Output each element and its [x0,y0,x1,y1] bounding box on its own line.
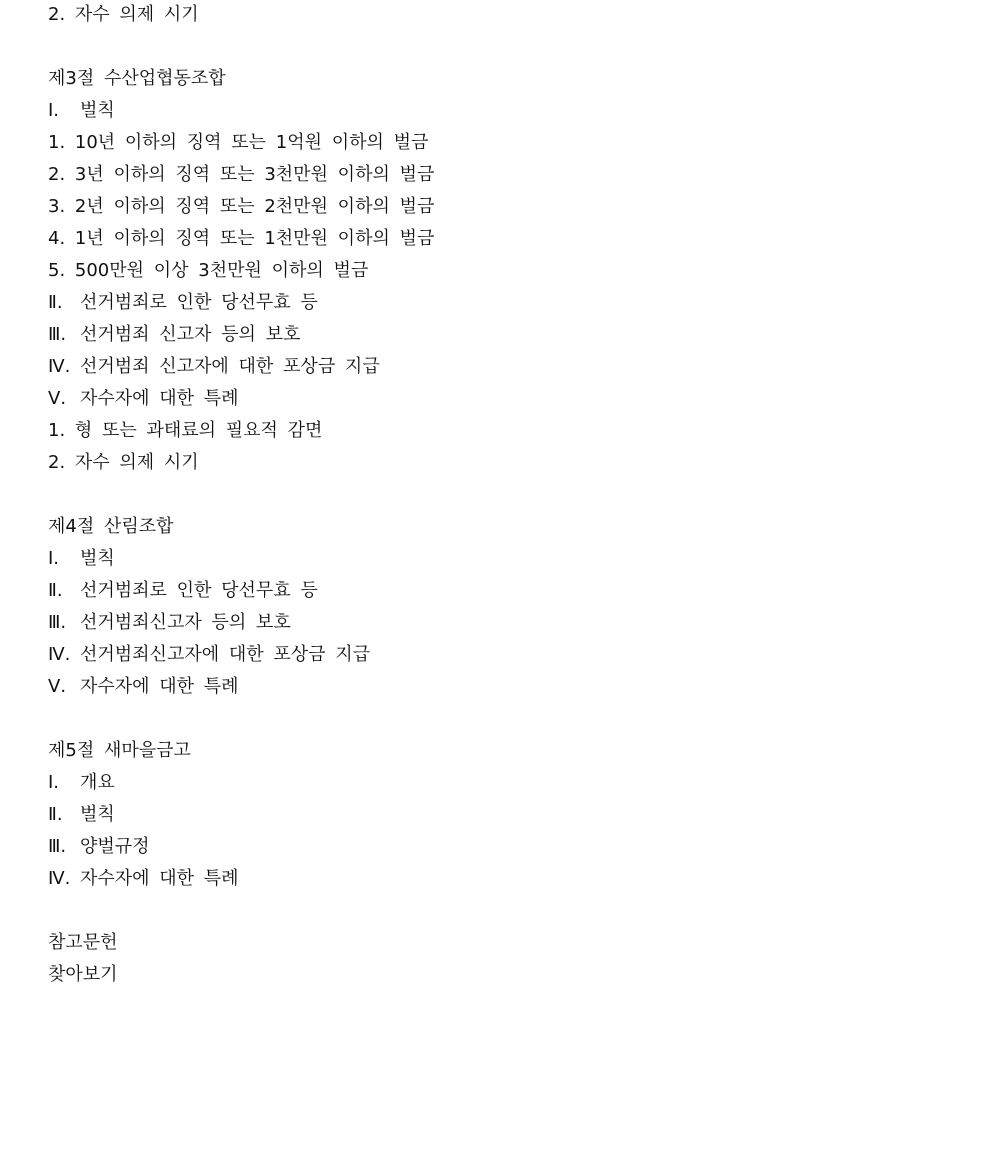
section-heading-4: 제4절 산림조합 [48,516,174,537]
toc-subitem: 1. 10년 이하의 징역 또는 1억원 이하의 벌금 [48,132,429,153]
toc-item [48,288,992,320]
roman-numeral: Ⅰ. [48,548,60,569]
section-heading-5: 제5절 새마을금고 [48,740,191,761]
toc-item [48,832,992,864]
table-of-contents [48,0,992,992]
toc-item [48,864,992,896]
toc-subitem: 2. 자수 의제 시기 [48,452,199,473]
toc-item-label: 양벌규정 [80,836,150,857]
toc-item [48,768,992,800]
section-heading-3: 제3절 수산업협동조합 [48,68,226,89]
roman-numeral: Ⅳ. [48,644,71,665]
toc-item [48,320,992,352]
toc-subitem: 5. 500만원 이상 3천만원 이하의 벌금 [48,260,369,281]
toc-item-label: 벌칙 [80,804,115,825]
roman-numeral: Ⅳ. [48,868,71,889]
toc-item-label: 자수자에 대한 특례 [80,868,239,889]
roman-numeral: Ⅴ. [48,676,67,697]
toc-item [48,640,992,672]
spacer [48,480,992,512]
toc-item-label: 선거범죄로 인한 당선무효 등 [80,292,318,313]
toc-item [48,672,992,704]
toc-item [48,544,992,576]
roman-numeral: Ⅲ. [48,324,67,345]
spacer [48,32,992,64]
roman-numeral: Ⅱ. [48,804,63,825]
toc-subitem: 2. 3년 이하의 징역 또는 3천만원 이하의 벌금 [48,164,435,185]
toc-item-label: 선거범죄 신고자에 대한 포상금 지급 [80,356,380,377]
toc-item [48,576,992,608]
references-entry: 참고문헌 [48,932,118,953]
toc-item-label: 자수자에 대한 특례 [80,676,239,697]
roman-numeral: Ⅴ. [48,388,67,409]
spacer [48,704,992,736]
roman-numeral: Ⅲ. [48,836,67,857]
toc-item-label: 선거범죄 신고자 등의 보호 [80,324,301,345]
toc-item-label: 자수자에 대한 특례 [80,388,239,409]
roman-numeral: Ⅰ. [48,100,60,121]
roman-numeral: Ⅳ. [48,356,71,377]
toc-item-label: 선거범죄로 인한 당선무효 등 [80,580,318,601]
toc-item-label: 개요 [80,772,115,793]
toc-subitem: 3. 2년 이하의 징역 또는 2천만원 이하의 벌금 [48,196,435,217]
toc-item-label: 벌칙 [80,100,115,121]
spacer [48,896,992,928]
toc-subitem: 4. 1년 이하의 징역 또는 1천만원 이하의 벌금 [48,228,435,249]
toc-item-label: 선거범죄신고자 등의 보호 [80,612,291,633]
toc-item-label: 선거범죄신고자에 대한 포상금 지급 [80,644,370,665]
toc-item: 2. 자수 의제 시기 [48,4,199,25]
toc-item [48,352,992,384]
index-entry: 찾아보기 [48,964,118,985]
toc-subitem: 1. 형 또는 과태료의 필요적 감면 [48,420,323,441]
toc-item [48,608,992,640]
toc-item-label: 벌칙 [80,548,115,569]
roman-numeral: Ⅱ. [48,292,63,313]
roman-numeral: Ⅰ. [48,772,60,793]
toc-item [48,384,992,416]
roman-numeral: Ⅱ. [48,580,63,601]
roman-numeral: Ⅲ. [48,612,67,633]
toc-item [48,96,992,128]
toc-item [48,800,992,832]
